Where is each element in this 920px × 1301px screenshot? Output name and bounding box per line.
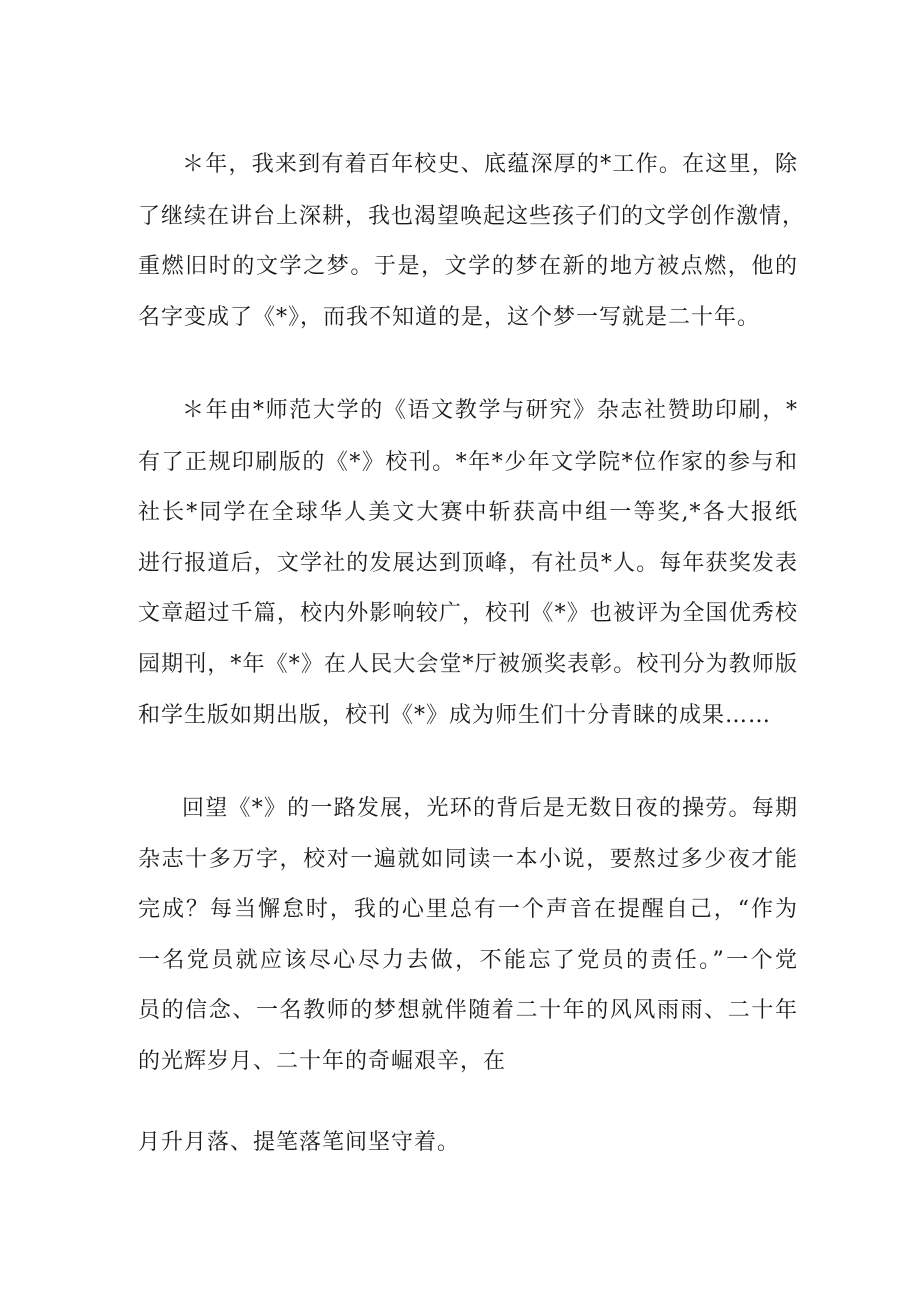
paragraph-1-line-4: 名字变成了《*》，而我不知道的是，这个梦一写就是二十年。 — [138, 305, 761, 330]
paragraph-1-line-2: 了继续在讲台上深耕，我也渴望唤起这些孩子们的文学创作激情， — [138, 204, 806, 229]
paragraph-1-line-3: 重燃旧时的文学之梦。于是，文学的梦在新的地方被点燃，他的 — [138, 254, 798, 279]
paragraph-3-line-3: 完成？每当懈怠时，我的心里总有一个声音在提醒自己，“作为 — [138, 897, 798, 922]
paragraph-2-line-1: ＊年由*师范大学的《语文教学与研究》杂志社赞助印刷，* — [182, 398, 798, 423]
paragraph-2-line-5: 文章超过千篇，校内外影响较广，校刊《*》也被评为全国优秀校 — [138, 601, 798, 626]
paragraph-3-line-1: 回望《*》的一路发展，光环的背后是无数日夜的操劳。每期 — [182, 796, 798, 821]
paragraph-3-line-4: 一名党员就应该尽心尽力去做，不能忘了党员的责任。”一个党 — [138, 948, 798, 973]
paragraph-2-line-6: 园期刊，*年《*》在人民大会堂*厅被颁奖表彰。校刊分为教师版 — [138, 652, 798, 677]
paragraph-1-line-1: ＊年，我来到有着百年校史、底蕴深厚的*工作。在这里，除 — [182, 152, 798, 177]
paragraph-2-line-2: 有了正规印刷版的《*》校刊。*年*少年文学院*位作家的参与和 — [138, 450, 798, 475]
paragraph-2-line-7: 和学生版如期出版，校刊《*》成为师生们十分青睐的成果…… — [138, 703, 772, 728]
paragraph-3-line-6: 的光辉岁月、二十年的奇崛艰辛，在 — [138, 1049, 507, 1074]
paragraph-2-line-3: 社长*同学在全球华人美文大赛中斩获高中组一等奖,*各大报纸 — [138, 500, 798, 525]
paragraph-4-line-1: 月升月落、提笔落笔间坚守着。 — [138, 1130, 461, 1155]
paragraph-2-line-4: 进行报道后，文学社的发展达到顶峰，有社员*人。每年获奖发表 — [138, 551, 798, 576]
paragraph-3-line-5: 员的信念、一名教师的梦想就伴随着二十年的风风雨雨、二十年 — [138, 998, 798, 1023]
paragraph-3-line-2: 杂志十多万字，校对一遍就如同读一本小说，要熬过多少夜才能 — [138, 847, 798, 872]
